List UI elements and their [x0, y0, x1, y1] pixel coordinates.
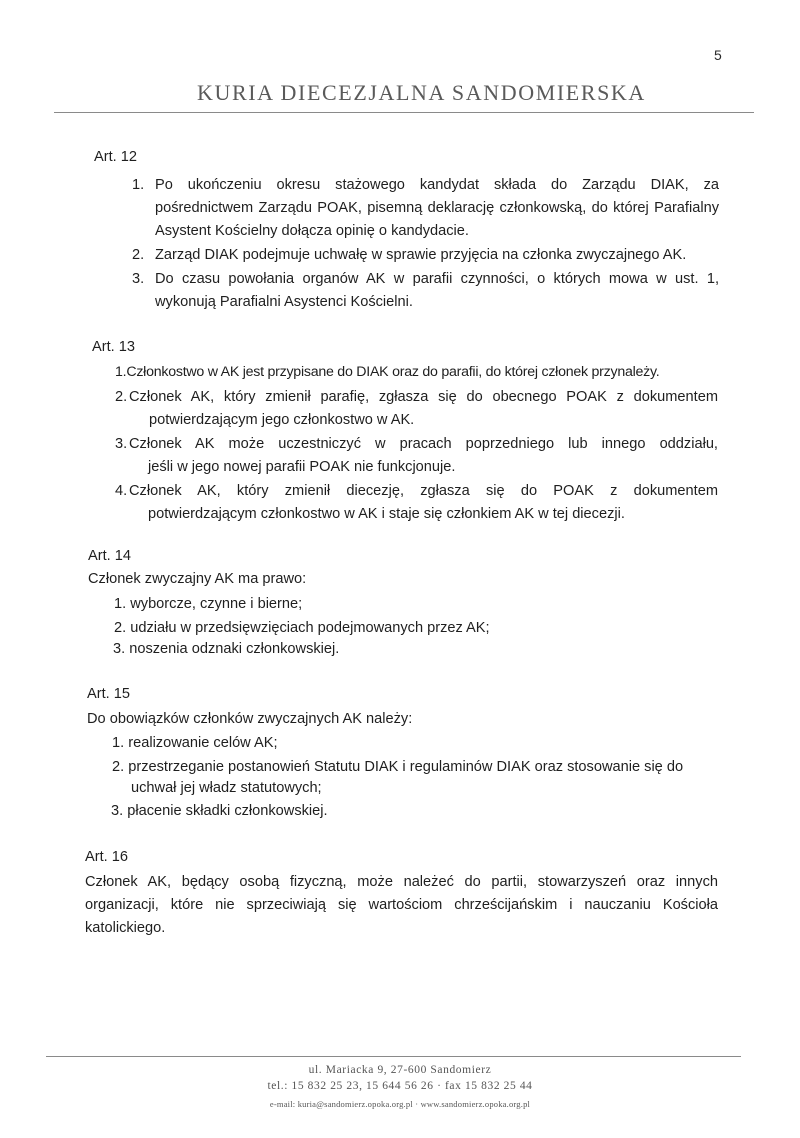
- item-number-label: 3.: [113, 641, 126, 657]
- article-title: Art. 16: [85, 849, 128, 865]
- paragraph-line: Członek AK, będący osobą fizyczną, może należeć do partii, stowarzyszeń oraz innych: [85, 874, 718, 890]
- item-number-label: 1.: [112, 735, 125, 751]
- item-number-label: 1.: [114, 596, 127, 612]
- list-item: [112, 756, 683, 779]
- item-text-line: Członek AK, który zmienił parafię, zgłasza się do obecnego POAK z dokumentem: [129, 389, 718, 405]
- item-text-line: udziału w przedsięwzięciach podejmowanych przez AK;: [130, 620, 490, 636]
- item-number-label: 1.: [115, 364, 127, 380]
- item-number: 3.: [115, 436, 128, 452]
- article-title: Art. 12: [94, 149, 137, 165]
- footer-divider: [46, 1056, 741, 1057]
- header-divider: [54, 112, 754, 113]
- page-number: 5: [714, 47, 722, 63]
- item-text-line: Członkostwo w AK jest przypisane do DIAK oraz do parafii, do której członek przynależy.: [126, 364, 660, 380]
- list-item: [114, 593, 302, 616]
- item-number: 1.: [132, 177, 145, 193]
- item-number: 3.: [132, 271, 145, 287]
- list-item: [113, 638, 339, 661]
- article-intro: Do obowiązków członków zwyczajnych AK należy:: [87, 711, 413, 727]
- item-text-line: realizowanie celów AK;: [128, 735, 278, 751]
- item-number: 4.: [115, 483, 128, 499]
- item-number-label: 2.: [112, 759, 125, 775]
- item-number: [115, 361, 659, 384]
- list-item: [111, 800, 328, 823]
- article-title: Art. 13: [92, 339, 135, 355]
- item-text-line: płacenie składki członkowskiej.: [127, 803, 328, 819]
- footer-email-web: e-mail: kuria@sandomierz.opoka.org.pl · www.sandomierz.opoka.org.pl: [269, 1099, 531, 1109]
- item-text-line: przestrzeganie postanowień Statutu DIAK i regulaminów DIAK oraz stosowanie się do: [128, 759, 684, 775]
- item-text-line: potwierdzającym członkostwo w AK i staje się członkiem AK w tej diecezji.: [148, 506, 625, 522]
- item-text-line: Po ukończeniu okresu stażowego kandydat składa do Zarządu DIAK, za: [155, 177, 719, 193]
- item-text-line: Do czasu powołania organów AK w parafii czynności, o których mowa w ust. 1,: [155, 271, 719, 287]
- item-text-line: uchwał jej władz statutowych;: [131, 780, 322, 796]
- item-text-line: potwierdzającym jego członkostwo w AK.: [149, 412, 415, 428]
- item-text-line: wykonują Parafialni Asystenci Kościelni.: [155, 294, 413, 310]
- footer-phone: tel.: 15 832 25 23, 15 644 56 26 · fax 15 832 25 44: [267, 1080, 533, 1092]
- item-text-line: Asystent Kościelny dołącza opinię o kandydacie.: [155, 223, 469, 239]
- item-text-line: pośrednictwem Zarządu POAK, pisemną deklarację członkowską, do której Parafialny: [155, 200, 719, 216]
- item-number-label: 3.: [111, 803, 124, 819]
- item-number: 2.: [115, 389, 128, 405]
- item-text-line: Członek AK, który zmienił diecezję, zgłasza się do POAK z dokumentem: [129, 483, 718, 499]
- footer-address: ul. Mariacka 9, 27-600 Sandomierz: [308, 1064, 492, 1076]
- article-title: Art. 14: [88, 548, 131, 564]
- article-title: Art. 15: [87, 686, 130, 702]
- list-item: [112, 732, 278, 755]
- item-text-line: Członek AK może uczestniczyć w pracach poprzedniego lub innego oddziału,: [129, 436, 718, 452]
- item-text-line: jeśli w jego nowej parafii POAK nie funkcjonuje.: [148, 459, 456, 475]
- list-item: [114, 617, 490, 640]
- item-text-line: wyborcze, czynne i bierne;: [130, 596, 303, 612]
- item-number-label: 2.: [114, 620, 127, 636]
- item-number: 2.: [132, 247, 145, 263]
- article-intro: Członek zwyczajny AK ma prawo:: [88, 571, 307, 587]
- paragraph-line: organizacji, które nie sprzeciwiają się wartościom chrześcijańskim i nauczaniu Kościoła: [85, 897, 718, 913]
- letterhead-title: KURIA DIECEZJALNA SANDOMIERSKA: [197, 80, 646, 105]
- item-text-line: noszenia odznaki członkowskiej.: [129, 641, 340, 657]
- paragraph-line: katolickiego.: [85, 920, 166, 936]
- item-text-line: Zarząd DIAK podejmuje uchwałę w sprawie przyjęcia na członka zwyczajnego AK.: [155, 247, 687, 263]
